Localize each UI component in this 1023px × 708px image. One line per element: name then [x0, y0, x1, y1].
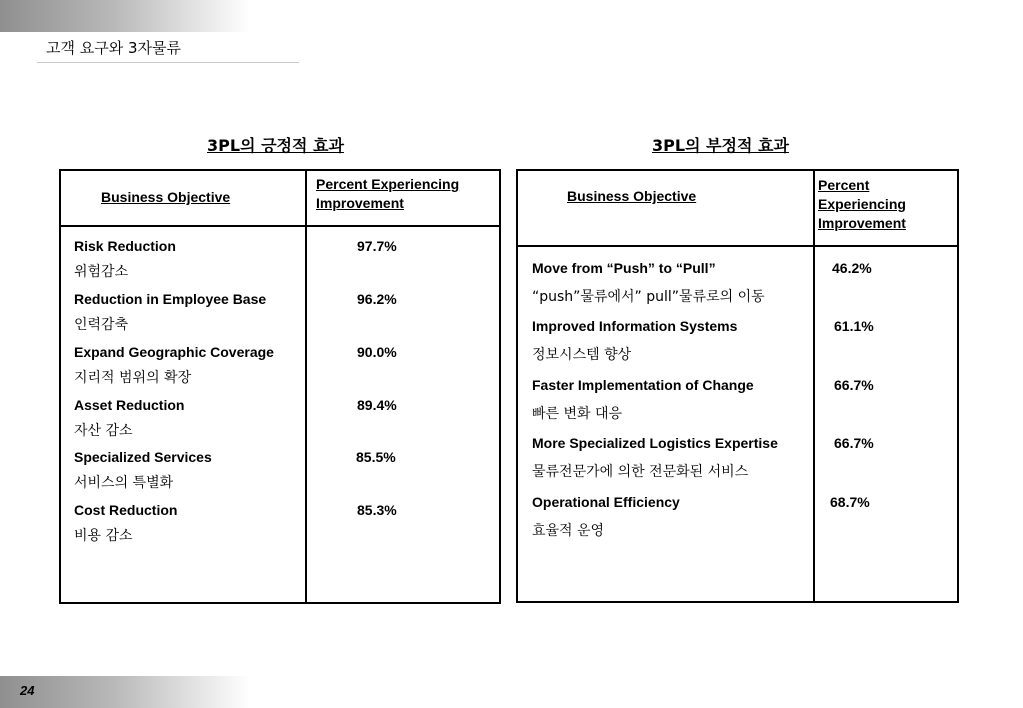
table-row-objective-korean: “push”물류에서” pull”물류로의 이동	[532, 289, 765, 305]
percent-header-line: Experiencing	[818, 196, 906, 212]
table-row-objective: Move from “Push” to “Pull”	[532, 260, 716, 276]
table-row-objective: Specialized Services	[74, 449, 212, 465]
table-row-percent: 97.7%	[357, 238, 397, 254]
table-row-objective: Faster Implementation of Change	[532, 377, 754, 393]
table-row-percent: 61.1%	[834, 318, 874, 334]
bottom-decorative-band	[0, 676, 250, 708]
column-divider	[813, 171, 815, 601]
table-row-objective-korean: 위험감소	[74, 264, 129, 280]
header-divider	[518, 245, 957, 247]
table-row-percent: 46.2%	[832, 260, 872, 276]
column-divider	[305, 171, 307, 602]
table-row-objective: Risk Reduction	[74, 238, 176, 254]
slide-title: 고객 요구와 3자물류	[46, 39, 182, 57]
table-row-objective: Cost Reduction	[74, 502, 178, 518]
percent-header-line: Percent Experiencing	[316, 176, 460, 192]
percent-header-line: Percent	[818, 177, 870, 193]
table-row-objective-korean: 빠른 변화 대응	[532, 406, 623, 422]
table-row-objective: Operational Efficiency	[532, 494, 680, 510]
table-row-objective-korean: 효율적 운영	[532, 523, 605, 539]
table-row-objective-korean: 지리적 범위의 확장	[74, 370, 192, 386]
negative-effects-table	[516, 169, 959, 603]
table-row-percent: 96.2%	[357, 291, 397, 307]
table-row-objective-korean: 정보시스템 향상	[532, 347, 632, 363]
table-row-percent: 68.7%	[830, 494, 870, 510]
table-row-objective-korean: 물류전문가에 의한 전문화된 서비스	[532, 464, 749, 480]
positive-effects-table	[59, 169, 501, 604]
positive-effects-heading: 3PL의 긍정적 효과	[207, 136, 344, 155]
table-row-objective: More Specialized Logistics Expertise	[532, 435, 778, 451]
table-row-objective-korean: 서비스의 특별화	[74, 475, 174, 491]
table-row-percent: 66.7%	[834, 377, 874, 393]
table-row-percent: 85.5%	[356, 449, 396, 465]
percent-header-line: Improvement	[818, 215, 906, 231]
table-row-percent: 66.7%	[834, 435, 874, 451]
objective-column-header: Business Objective	[567, 188, 697, 204]
objective-column-header: Business Objective	[101, 189, 231, 205]
title-divider	[37, 62, 299, 63]
table-row-objective-korean: 자산 감소	[74, 423, 133, 439]
table-row-percent: 89.4%	[357, 397, 397, 413]
table-row-objective: Reduction in Employee Base	[74, 291, 267, 307]
table-row-percent: 90.0%	[357, 344, 397, 360]
percent-column-header	[818, 176, 906, 233]
page-number: 24	[20, 683, 35, 698]
percent-header-line: Improvement	[316, 195, 404, 211]
top-decorative-band	[0, 0, 250, 32]
header-divider	[61, 225, 499, 227]
table-row-objective: Asset Reduction	[74, 397, 185, 413]
table-row-percent: 85.3%	[357, 502, 397, 518]
table-row-objective: Improved Information Systems	[532, 318, 738, 334]
negative-effects-heading: 3PL의 부정적 효과	[652, 136, 789, 155]
table-row-objective-korean: 인력감축	[74, 317, 129, 333]
table-row-objective: Expand Geographic Coverage	[74, 344, 274, 360]
percent-column-header	[316, 175, 459, 213]
table-row-objective-korean: 비용 감소	[74, 528, 133, 544]
